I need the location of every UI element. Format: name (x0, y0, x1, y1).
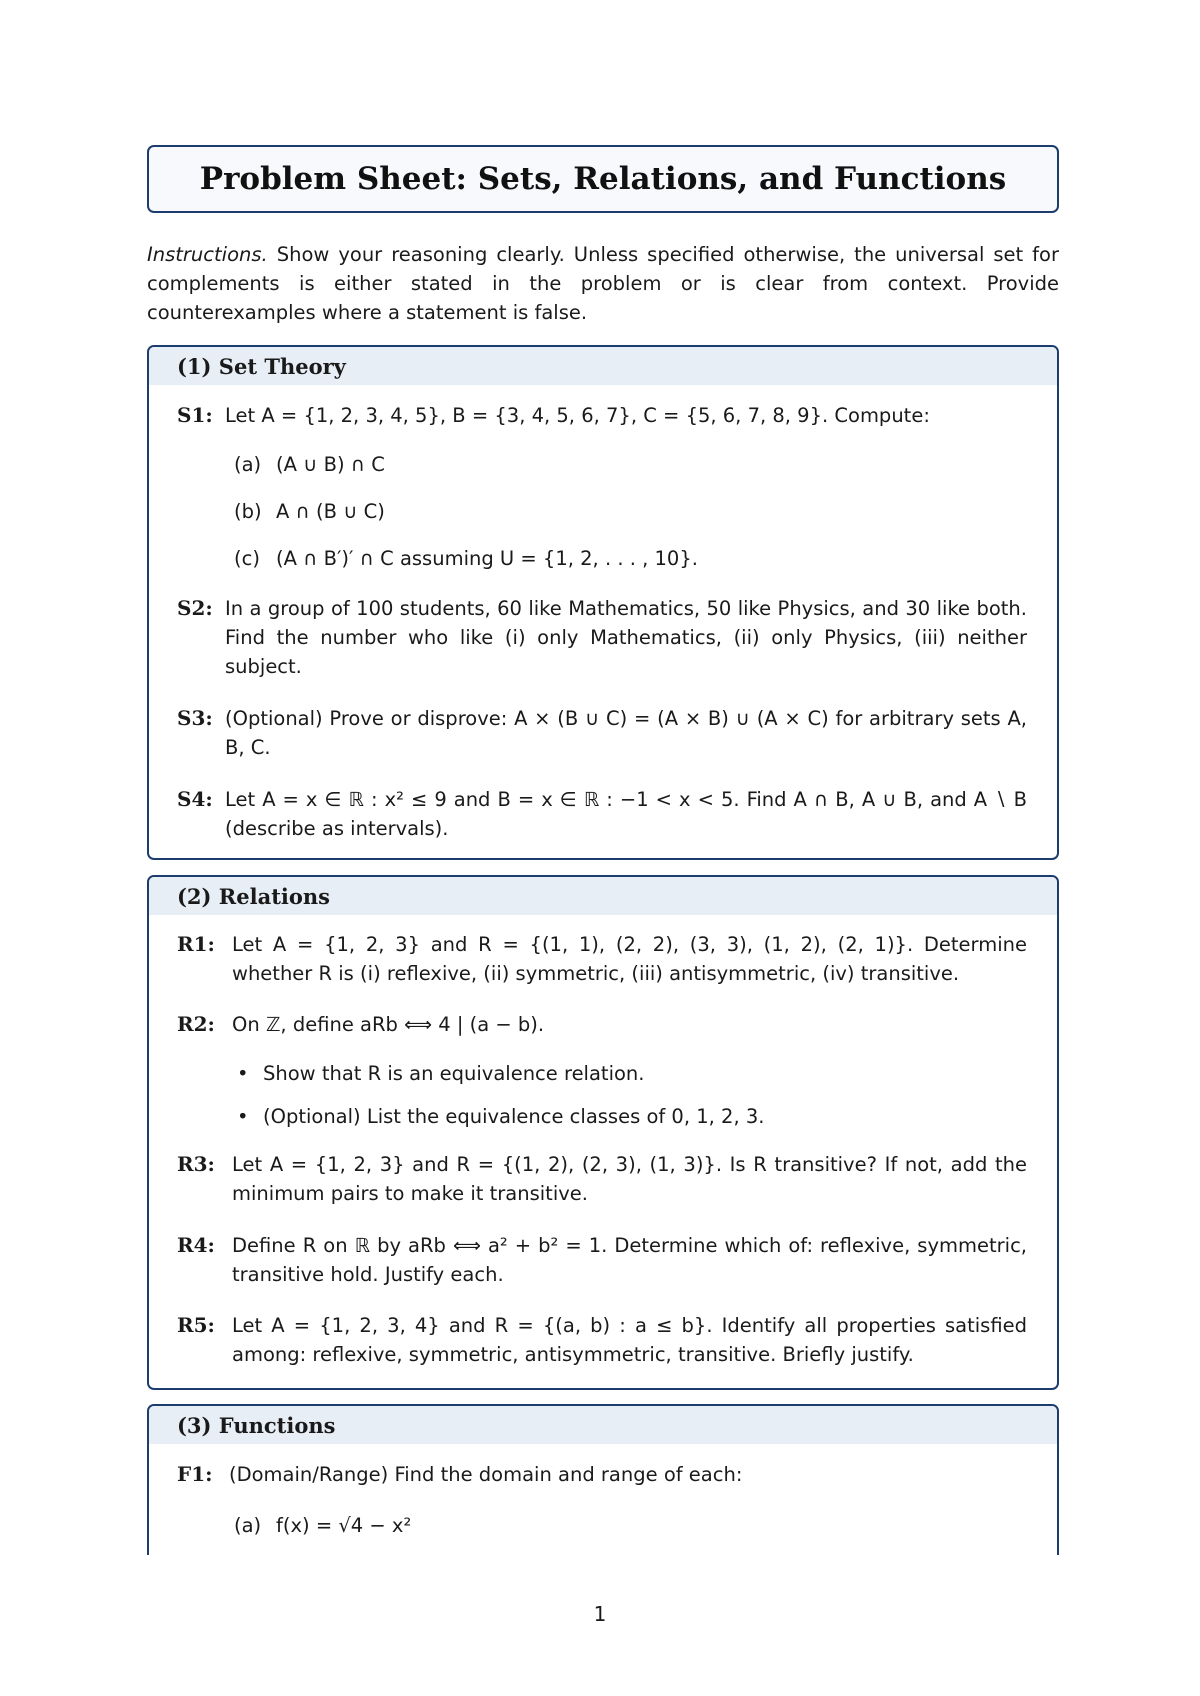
subpart-a (234, 1511, 1027, 1540)
problem-label: R1: (177, 932, 215, 956)
problem-text: Let A = {1, 2, 3, 4} and R = {(a, b) : a ≤ b}. Identify all properties satisfied among: reflexive, symmetric, antisymmetric, transitive. Briefly justify. (232, 1314, 1027, 1366)
problem-r2 (177, 1010, 1027, 1039)
problem-label: S3: (177, 706, 213, 730)
section-heading: (2) Relations (149, 877, 1057, 915)
bullet-marker: • (237, 1062, 249, 1085)
problem-label: R2: (177, 1012, 215, 1036)
subpart-text: f(x) = √4 − x² (276, 1514, 412, 1537)
problem-text: Let A = {1, 2, 3} and R = {(1, 2), (2, 3), (1, 3)}. Is R transitive? If not, add the minimum pairs to make it transitive. (232, 1153, 1027, 1205)
subpart-text: A ∩ (B ∪ C) (276, 500, 385, 523)
section-heading: (1) Set Theory (149, 347, 1057, 385)
problem-label: R4: (177, 1233, 215, 1257)
problem-r4 (177, 1231, 1027, 1289)
problem-text: On ℤ, define aRb ⟺ 4 | (a − b). (232, 1013, 545, 1036)
problem-text: In a group of 100 students, 60 like Mathematics, 50 like Physics, and 30 like both. Find the number who like (i) only Mathematics, (ii) only Physics, (iii) neither subject. (225, 597, 1027, 678)
instructions-body: Show your reasoning clearly. Unless specified otherwise, the universal set for complements is either stated in the problem or is clear from context. Provide counterexamples where a statement is false. (147, 243, 1059, 324)
bullet-item (237, 1059, 1027, 1088)
page-title: Problem Sheet: Sets, Relations, and Functions (199, 161, 1007, 197)
problem-label: S2: (177, 596, 213, 620)
problem-text: Define R on ℝ by aRb ⟺ a² + b² = 1. Determine which of: reflexive, symmetric, transitive hold. Justify each. (232, 1234, 1027, 1286)
bullet-item (237, 1102, 1027, 1131)
bullet-text: Show that R is an equivalence relation. (263, 1062, 645, 1085)
subpart-a (234, 450, 1027, 479)
problem-label: R3: (177, 1152, 215, 1176)
problem-text: Let A = {1, 2, 3, 4, 5}, B = {3, 4, 5, 6, 7}, C = {5, 6, 7, 8, 9}. Compute: (225, 404, 930, 427)
section-set-theory (147, 345, 1059, 860)
section-functions (147, 1404, 1059, 1555)
subpart-text: (A ∩ B′)′ ∩ C assuming U = {1, 2, . . . , 10}. (276, 547, 698, 570)
bullet-text: (Optional) List the equivalence classes of 0, 1, 2, 3. (263, 1105, 765, 1128)
subpart-marker: (b) (234, 500, 262, 523)
section-relations (147, 875, 1059, 1390)
problem-label: S4: (177, 787, 213, 811)
section-heading: (3) Functions (149, 1406, 1057, 1444)
bullet-marker: • (237, 1105, 249, 1128)
subpart-c (234, 544, 1027, 573)
problem-r5 (177, 1311, 1027, 1369)
problem-text: Let A = x ∈ ℝ : x² ≤ 9 and B = x ∈ ℝ : −1 < x < 5. Find A ∩ B, A ∪ B, and A ∖ B (describe as intervals). (225, 788, 1027, 840)
subpart-text: (A ∪ B) ∩ C (276, 453, 385, 476)
instructions-lead: Instructions. (147, 243, 268, 266)
problem-text: (Domain/Range) Find the domain and range of each: (229, 1463, 743, 1486)
problem-f1 (177, 1460, 1027, 1489)
problem-s2 (177, 594, 1027, 681)
problem-r3 (177, 1150, 1027, 1208)
problem-label: S1: (177, 403, 213, 427)
subpart-marker: (a) (234, 453, 262, 476)
title-box (147, 145, 1059, 213)
problem-s3 (177, 704, 1027, 762)
problem-text: Let A = {1, 2, 3} and R = {(1, 1), (2, 2), (3, 3), (1, 2), (2, 1)}. Determine whether R is (i) reflexive, (ii) symmetric, (iii) antisymmetric, (iv) transitive. (232, 933, 1027, 985)
subpart-marker: (c) (234, 547, 260, 570)
problem-text: (Optional) Prove or disprove: A × (B ∪ C) = (A × B) ∪ (A × C) for arbitrary sets A, B, C. (225, 707, 1027, 759)
problem-s4 (177, 785, 1027, 843)
problem-label: F1: (177, 1462, 213, 1486)
problem-r1 (177, 930, 1027, 988)
problem-label: R5: (177, 1313, 215, 1337)
page-number: 1 (593, 1602, 607, 1626)
instructions (147, 240, 1059, 327)
subpart-b (234, 497, 1027, 526)
subpart-marker: (a) (234, 1514, 262, 1537)
problem-s1 (177, 401, 1027, 430)
